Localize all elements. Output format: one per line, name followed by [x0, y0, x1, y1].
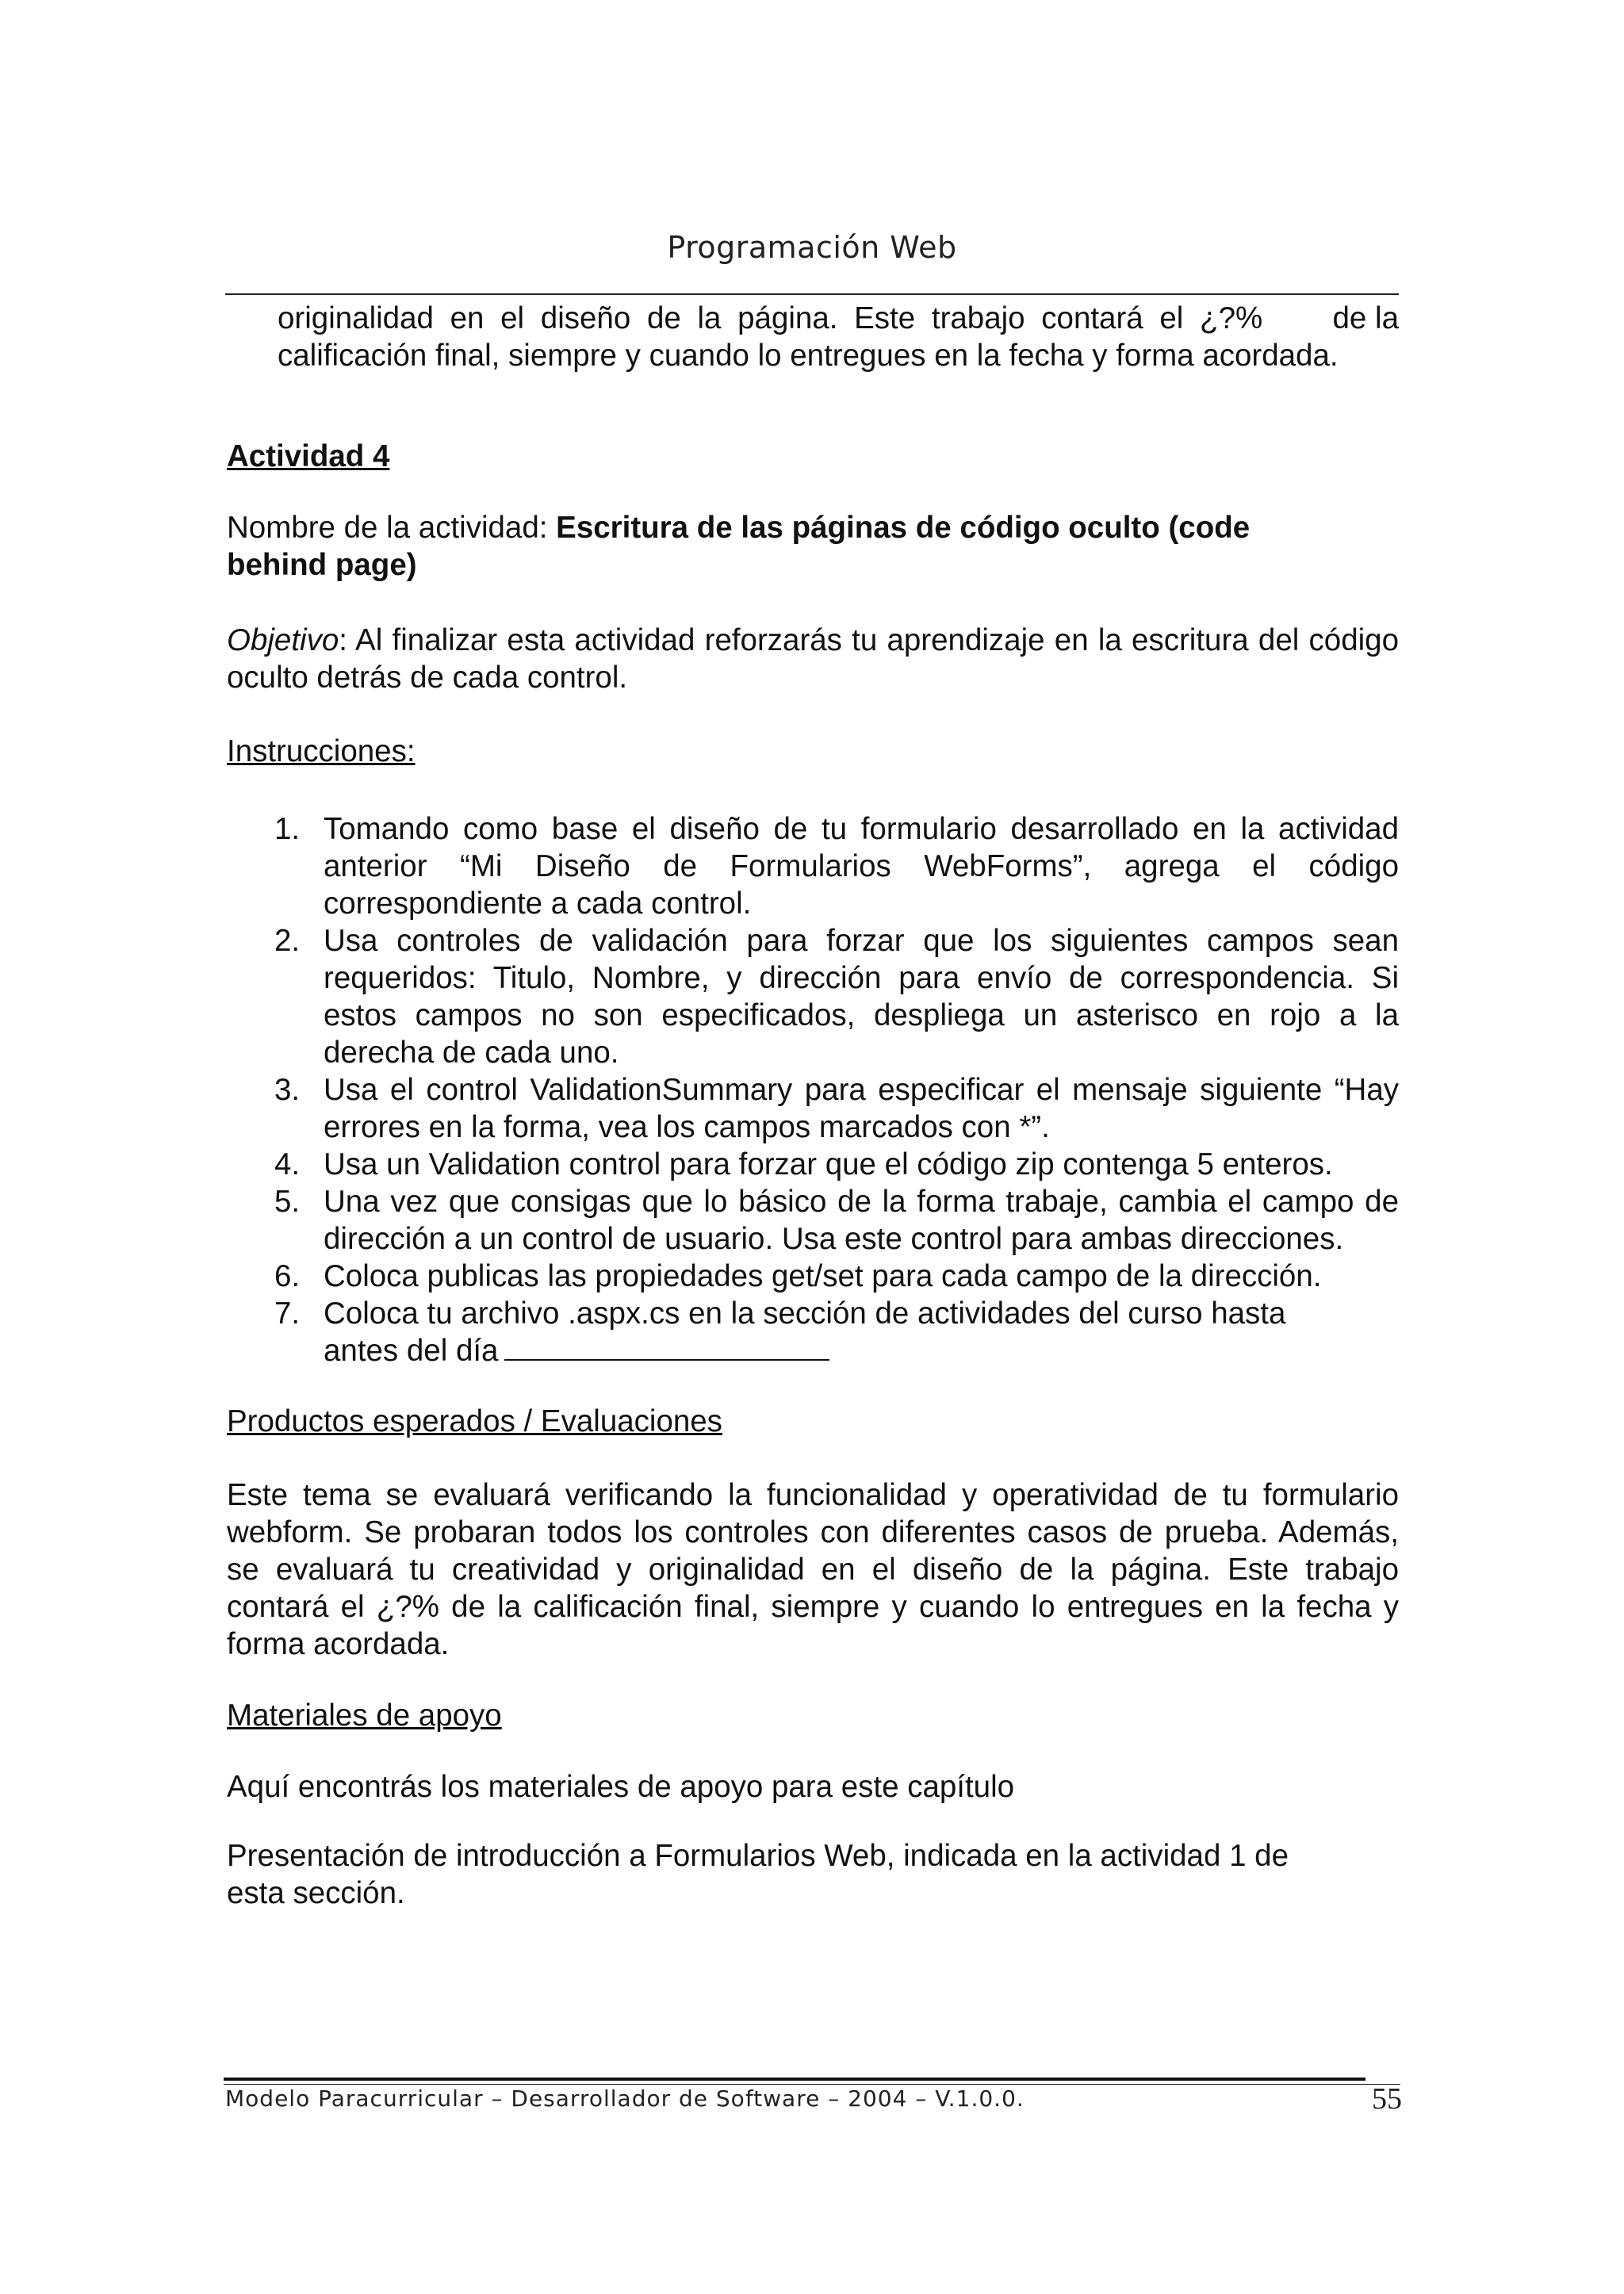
list-item	[227, 1071, 1399, 1146]
footer-text: Modelo Paracurricular – Desarrollador de Software – 2004 – V.1.0.0.	[225, 2085, 1025, 2112]
activity-name-value: Escritura de las páginas de código oculto (code behind page)	[227, 511, 1251, 582]
list-item-text: Usa controles de validación para forzar que los siguientes campos sean requeridos: Titulo, Nombre, y dirección para envío de correspondencia. Si estos campos no son especificados, despliega un asterisco en rojo a la derecha de cada uno.	[324, 924, 1399, 1070]
page-content	[227, 300, 1399, 1912]
activity-name	[227, 509, 1337, 584]
due-date-label: antes del día	[324, 1334, 499, 1368]
list-item-text: Una vez que consigas que lo básico de la forma trabaje, cambia el campo de dirección a un control de usuario. Usa este control para ambas direcciones.	[324, 1185, 1399, 1256]
list-item-text-line-2	[324, 1332, 1399, 1369]
footer-divider-thick	[224, 2078, 1365, 2081]
materials-heading: Materiales de apoyo	[227, 1698, 502, 1733]
instructions-list	[227, 810, 1399, 1369]
activity-heading: Actividad 4	[227, 439, 390, 473]
list-item-text: Coloca publicas las propiedades get/set para cada campo de la dirección.	[324, 1259, 1322, 1293]
activity-objective	[227, 622, 1399, 696]
list-item-number: 6.	[274, 1259, 301, 1293]
header-divider	[225, 293, 1399, 295]
list-item-number: 3.	[274, 1073, 301, 1107]
materials-paragraph-1: Aquí encontrás los materiales de apoyo para este capítulo	[227, 1770, 1015, 1804]
products-heading: Productos esperados / Evaluaciones	[227, 1404, 722, 1438]
instructions-heading: Instrucciones:	[227, 734, 416, 768]
list-item-text-line-1: Coloca tu archivo .aspx.cs en la sección de actividades del curso hasta	[324, 1296, 1286, 1331]
list-item-text: Usa el control ValidationSummary para especificar el mensaje siguiente “Hay errores en la forma, vea los campos marcados con *”.	[324, 1073, 1399, 1144]
intro-line-1	[278, 300, 1399, 337]
activity-name-label: Nombre de la actividad:	[227, 511, 557, 545]
list-item-number: 2.	[274, 924, 301, 958]
page-header-title: Programación Web	[667, 230, 957, 265]
list-item	[227, 810, 1399, 922]
list-item-text: Tomando como base el diseño de tu formulario desarrollado en la actividad anterior “Mi Diseño de Formularios WebForms”, agrega el código correspondiente a cada control.	[324, 812, 1399, 921]
objective-text: : Al finalizar esta actividad reforzarás tu aprendizaje en la escritura del código oculto detrás de cada control.	[227, 623, 1399, 695]
list-item	[227, 1183, 1399, 1258]
materials-paragraph-2: Presentación de introducción a Formularios Web, indicada en la actividad 1 de esta sección.	[227, 1839, 1289, 1910]
objective-label: Objetivo	[227, 623, 339, 657]
list-item-number: 5.	[274, 1185, 301, 1219]
intro-line-1-right: de la	[1332, 301, 1399, 335]
list-item	[227, 1295, 1399, 1369]
due-date-blank	[504, 1337, 829, 1361]
intro-line-1-left: originalidad en el diseño de la página. Este trabajo contará el ¿?%	[278, 301, 1263, 335]
intro-paragraph	[227, 300, 1399, 374]
intro-line-2: calificación final, siempre y cuando lo entregues en la fecha y forma acordada.	[278, 339, 1339, 373]
list-item-text: Usa un Validation control para forzar que el código zip contenga 5 enteros.	[324, 1147, 1333, 1181]
list-item-number: 4.	[274, 1147, 301, 1181]
list-item	[227, 1258, 1399, 1295]
footer-divider-thin	[224, 2084, 1400, 2085]
list-item-number: 1.	[274, 812, 301, 846]
products-paragraph: Este tema se evaluará verificando la funcionalidad y operatividad de tu formulario webform. Se probaran todos los controles con diferentes casos de prueba. Además, se evaluará tu creatividad y originalidad en el diseño de la página. Este trabajo contará el ¿?% de la calificación final, siempre y cuando lo entregues en la fecha y forma acordada.	[227, 1478, 1399, 1661]
page-number: 55	[1372, 2082, 1402, 2116]
list-item	[227, 1146, 1399, 1183]
list-item-number: 7.	[274, 1296, 301, 1331]
list-item	[227, 922, 1399, 1071]
